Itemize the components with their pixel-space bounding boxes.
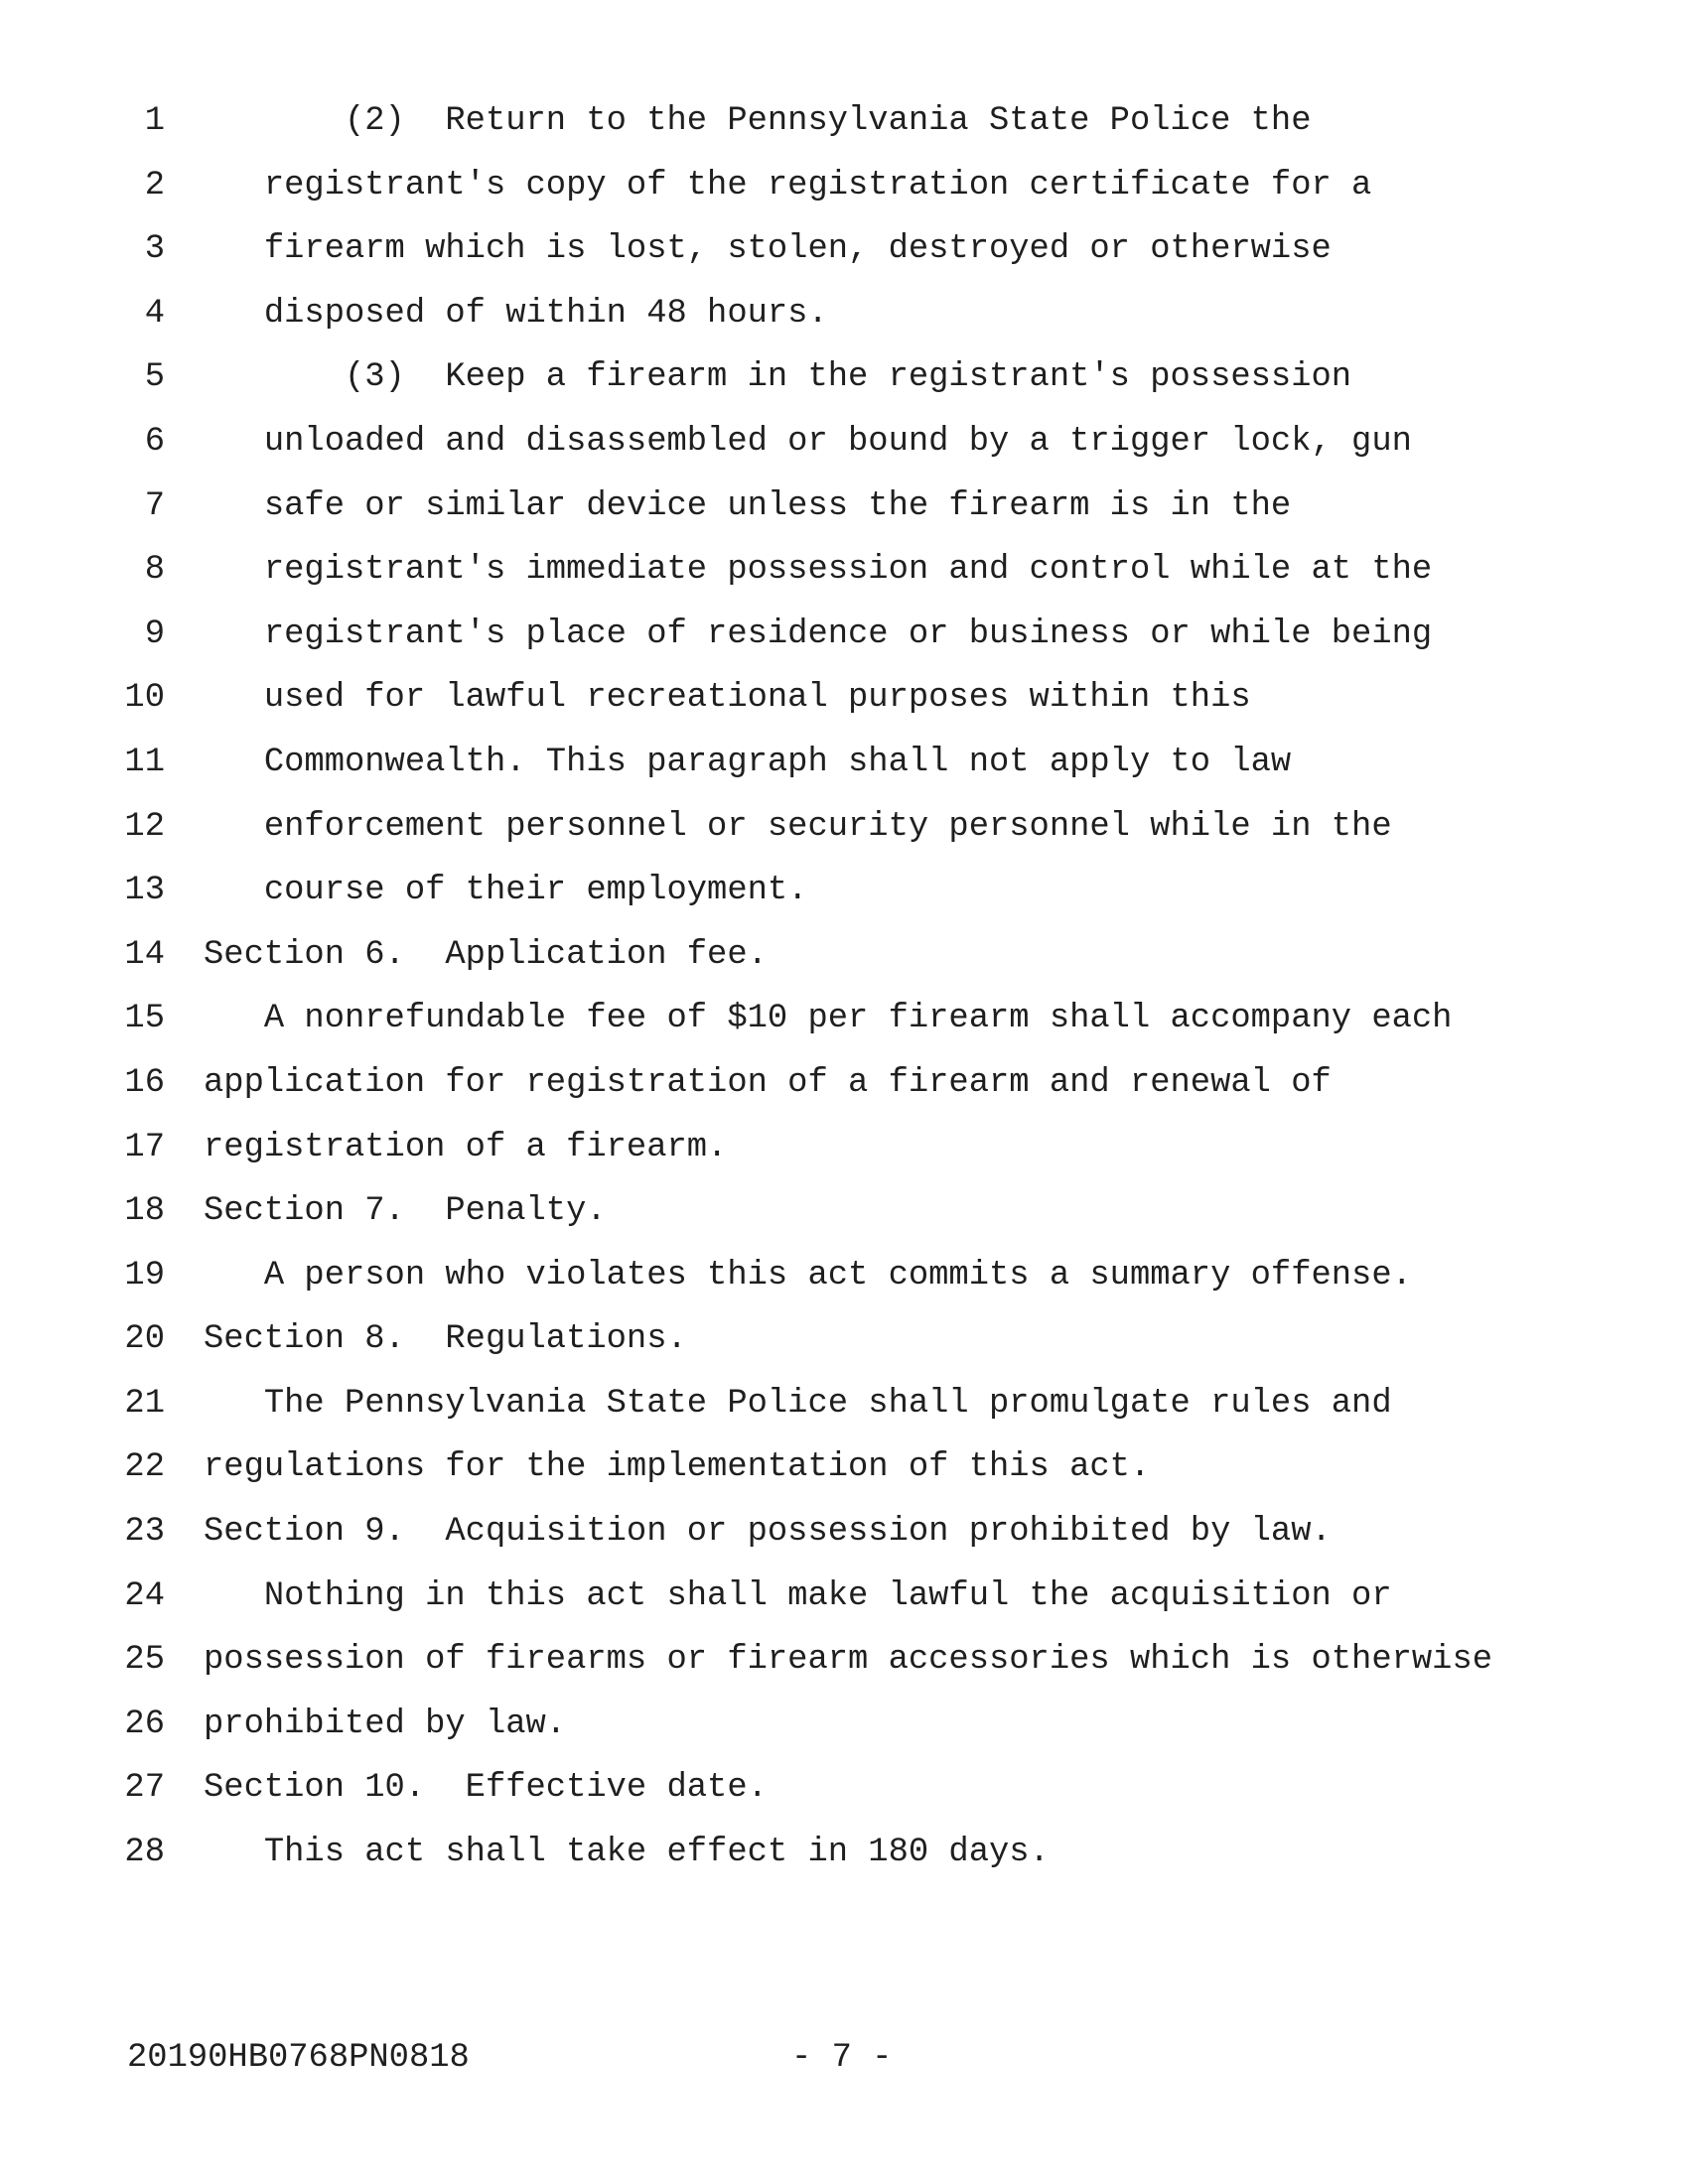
line-text: registration of a firearm. [204,1128,728,1166]
text-line [0,89,1688,154]
text-line [0,987,1688,1051]
line-number: 7 [144,486,165,525]
line-text: safe or similar device unless the firearm is in the [204,486,1292,525]
text-line [0,282,1688,346]
line-number: 24 [124,1576,165,1615]
line-number: 22 [124,1448,165,1487]
line-text: disposed of within 48 hours. [204,294,828,333]
text-line [0,1435,1688,1500]
line-number: 10 [124,679,165,718]
text-line [0,475,1688,539]
line-text: Section 7. Penalty. [204,1192,607,1231]
line-text: application for registration of a firearm and renewal of [204,1063,1332,1102]
line-number: 2 [144,166,165,205]
line-number: 16 [124,1063,165,1102]
text-line [0,1244,1688,1308]
line-text: Commonwealth. This paragraph shall not apply to law [204,743,1292,781]
text-line [0,154,1688,218]
line-text: (3) Keep a firearm in the registrant's possession [204,358,1352,397]
text-line [0,731,1688,795]
text-line [0,1051,1688,1116]
text-line [0,1116,1688,1180]
line-text: A nonrefundable fee of $10 per firearm shall accompany each [204,1000,1453,1038]
line-text: Section 6. Application fee. [204,935,768,974]
text-line [0,923,1688,988]
text-line [0,217,1688,282]
line-text: possession of firearms or firearm accessories which is otherwise [204,1641,1493,1680]
line-number: 17 [124,1128,165,1166]
line-number: 27 [124,1769,165,1808]
line-number: 1 [144,102,165,140]
line-text: The Pennsylvania State Police shall promulgate rules and [204,1384,1392,1423]
text-line [0,1821,1688,1885]
page-number: - 7 - [791,2039,893,2077]
line-text: unloaded and disassembled or bound by a trigger lock, gun [204,422,1412,461]
text-line [0,666,1688,731]
text-line [0,795,1688,860]
line-number: 21 [124,1384,165,1423]
line-text: Section 10. Effective date. [204,1769,768,1808]
line-text: regulations for the implementation of this act. [204,1448,1151,1487]
line-text: A person who violates this act commits a summary offense. [204,1256,1412,1295]
line-number: 18 [124,1192,165,1231]
line-text: prohibited by law. [204,1705,567,1743]
text-line [0,410,1688,475]
page-footer [0,2026,1688,2091]
line-text: registrant's copy of the registration certificate for a [204,166,1372,205]
line-text: registrant's place of residence or business or while being [204,614,1433,653]
line-number: 13 [124,872,165,910]
line-number: 15 [124,1000,165,1038]
line-number: 23 [124,1513,165,1552]
text-line [0,1307,1688,1372]
text-line [0,1179,1688,1244]
text-line [0,1372,1688,1436]
line-number: 25 [124,1641,165,1680]
line-number: 20 [124,1320,165,1359]
line-number: 28 [124,1834,165,1872]
text-line [0,1565,1688,1629]
text-line [0,1756,1688,1821]
line-text: firearm which is lost, stolen, destroyed or otherwise [204,230,1332,269]
line-number: 3 [144,230,165,269]
text-line [0,1628,1688,1693]
text-line [0,1693,1688,1757]
text-line [0,538,1688,603]
line-number: 5 [144,358,165,397]
line-number: 19 [124,1256,165,1295]
text-line [0,345,1688,410]
line-text: Nothing in this act shall make lawful the acquisition or [204,1576,1392,1615]
line-text: This act shall take effect in 180 days. [204,1834,1050,1872]
line-number: 11 [124,743,165,781]
line-text: Section 8. Regulations. [204,1320,687,1359]
line-text: course of their employment. [204,872,808,910]
text-line [0,603,1688,667]
line-number: 6 [144,422,165,461]
text-line [0,859,1688,923]
line-number: 9 [144,614,165,653]
document-body [0,89,1688,1885]
line-number: 8 [144,551,165,590]
line-text: (2) Return to the Pennsylvania State Police the [204,102,1312,140]
line-number: 4 [144,294,165,333]
line-number: 26 [124,1705,165,1743]
line-text: used for lawful recreational purposes within this [204,679,1251,718]
line-number: 12 [124,807,165,846]
line-text: enforcement personnel or security personnel while in the [204,807,1392,846]
line-text: registrant's immediate possession and control while at the [204,551,1433,590]
line-text: Section 9. Acquisition or possession prohibited by law. [204,1513,1332,1552]
text-line [0,1500,1688,1565]
bill-identifier: 20190HB0768PN0818 [127,2039,470,2077]
line-number: 14 [124,935,165,974]
